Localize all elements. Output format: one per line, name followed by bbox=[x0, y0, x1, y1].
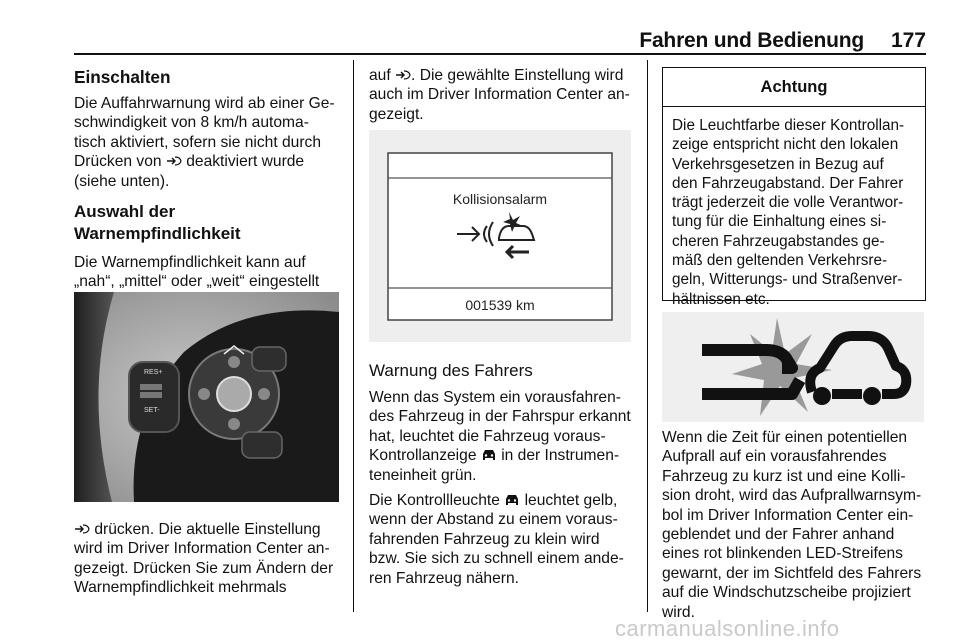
text-fragment: auf bbox=[369, 67, 391, 84]
text-line: Die Auffahrwarnung wird ab einer Ge- bbox=[74, 95, 335, 112]
attention-title: Achtung bbox=[663, 68, 925, 107]
text-line: ren Fahrzeug nähern. bbox=[369, 569, 519, 587]
text-line: des Fahrzeug in der Fahrspur erkannt bbox=[369, 408, 631, 426]
heading-warnempfindlichkeit: Auswahl der Warnempfindlichkeit bbox=[74, 202, 241, 244]
text-line: hältnissen etc. bbox=[672, 290, 770, 308]
attention-text bbox=[663, 107, 925, 309]
text-fragment: . Die gewählte Einstellung wird bbox=[411, 67, 624, 84]
text-line: schwindigkeit von 8 km/h automa- bbox=[74, 114, 309, 132]
paragraph-kontrollleuchte bbox=[369, 491, 641, 588]
text-line: wird. bbox=[662, 603, 695, 621]
text-line: (siehe unten). bbox=[74, 172, 170, 190]
text-line: „nah“, „mittel“ oder „weit“ eingestellt bbox=[74, 273, 320, 291]
text-line: eines rot blinkenden LED-Streifens bbox=[662, 545, 903, 563]
text-line: gezeigt. Drücken Sie zum Ändern der bbox=[74, 559, 334, 577]
text-line bbox=[369, 446, 641, 465]
text-line: fahrenden Fahrzeug zu klein wird bbox=[369, 530, 600, 548]
text-line: auf die Windschutzscheibe projiziert bbox=[662, 584, 911, 602]
text-line bbox=[74, 520, 346, 539]
text-line: Fahrzeug zu kurz ist und eine Kolli- bbox=[662, 467, 906, 485]
text-line: tisch aktiviert, sofern sie nicht durch bbox=[74, 133, 322, 151]
running-header-title: Fahren und Bedienung bbox=[639, 29, 864, 52]
text-line: wird im Driver Information Center an- bbox=[74, 540, 330, 558]
vehicle-ahead-icon bbox=[481, 448, 497, 462]
text-fragment: drücken. Die aktuelle Einstellung bbox=[94, 521, 321, 538]
display-title: Kollisionsalarm bbox=[452, 191, 548, 207]
text-line: wenn der Abstand zu einem voraus- bbox=[369, 511, 618, 529]
odometer-value: 001539 km bbox=[465, 297, 535, 313]
set-label: SET- bbox=[144, 407, 160, 414]
text-line bbox=[369, 491, 641, 510]
text-line: den Fahrzeugabstand. Der Fahrer bbox=[672, 174, 904, 192]
heading-einschalten: Einschalten bbox=[74, 67, 171, 87]
driver-info-center-figure bbox=[369, 130, 631, 342]
attention-box bbox=[662, 67, 926, 308]
vehicle-ahead-icon bbox=[504, 493, 520, 507]
column-divider-2 bbox=[647, 60, 648, 612]
column-divider-1 bbox=[353, 60, 354, 612]
paragraph-einschalten bbox=[74, 94, 346, 191]
text-line: Wenn die Zeit für einen potentiellen bbox=[662, 429, 908, 446]
paragraph-auf bbox=[369, 66, 639, 124]
res-label: RES+ bbox=[144, 369, 163, 376]
text-line: bol im Driver Information Center ein- bbox=[662, 506, 914, 524]
collision-warning-symbol-figure bbox=[662, 312, 924, 422]
text-line: Warnempfindlichkeit mehrmals bbox=[74, 579, 287, 597]
text-line: Aufprall auf ein vorausfahrendes bbox=[662, 448, 887, 466]
page-number: 177 bbox=[890, 29, 926, 52]
text-line: zeige entspricht nicht den lokalen bbox=[672, 136, 899, 154]
text-line bbox=[369, 66, 639, 85]
text-fragment: Drücken von bbox=[74, 153, 162, 171]
column-1 bbox=[74, 66, 346, 311]
text-fragment: Die Kontrollleuchte bbox=[369, 492, 500, 510]
text-line: sion droht, wird das Aufprallwarnsym- bbox=[662, 487, 922, 505]
text-line: Die Warnempfindlichkeit kann auf bbox=[74, 254, 306, 272]
text-line: cheren Fahrzeugabstandes ge- bbox=[672, 232, 885, 250]
text-line: hat, leuchtet die Fahrzeug voraus- bbox=[369, 427, 606, 445]
steering-wheel-controls-photo bbox=[74, 292, 339, 502]
display-illustration bbox=[369, 130, 631, 342]
text-line: gezeigt. bbox=[369, 105, 424, 123]
paragraph-druecken bbox=[74, 520, 346, 598]
watermark: carmanualsonline.info bbox=[615, 616, 840, 641]
collision-alert-button-icon bbox=[395, 68, 411, 82]
text-line: geblendet und der Fahrer anhand bbox=[662, 526, 895, 544]
text-line: Wenn das System ein vorausfahren- bbox=[369, 389, 621, 406]
text-line: gewarnt, der im Sichtfeld des Fahrers bbox=[662, 564, 922, 582]
text-fragment: in der Instrumen- bbox=[501, 447, 620, 465]
text-line: trägt jederzeit die volle Verantwor- bbox=[672, 194, 904, 212]
text-line bbox=[74, 152, 346, 171]
text-line: mäß den geltenden Verkehrsre- bbox=[672, 252, 888, 270]
section-warnung bbox=[369, 360, 641, 588]
text-line: bzw. Sie sich zu schnell einem ande- bbox=[369, 550, 624, 568]
text-line: auch im Driver Information Center an- bbox=[369, 86, 630, 104]
header-rule bbox=[74, 53, 926, 55]
collision-alert-button-icon bbox=[74, 522, 90, 536]
text-line: teneinheit grün. bbox=[369, 466, 477, 484]
text-line: Verkehrsgesetzen in Bezug auf bbox=[672, 155, 884, 173]
text-line: tung für die Einhaltung eines si- bbox=[672, 213, 887, 231]
collision-alert-button-icon bbox=[166, 154, 182, 168]
text-line: Die Leuchtfarbe dieser Kontrollan- bbox=[672, 117, 905, 134]
text-fragment: leuchtet gelb, bbox=[524, 492, 618, 510]
heading-warnung-des-fahrers: Warnung des Fahrers bbox=[369, 361, 533, 380]
text-line: geln, Witterungs- und Straßenver- bbox=[672, 271, 903, 289]
text-fragment: deaktiviert wurde bbox=[186, 153, 305, 171]
paragraph-aufprall bbox=[662, 428, 934, 622]
paragraph-warnung bbox=[369, 388, 641, 485]
text-fragment: Kontrollanzeige bbox=[369, 447, 477, 465]
